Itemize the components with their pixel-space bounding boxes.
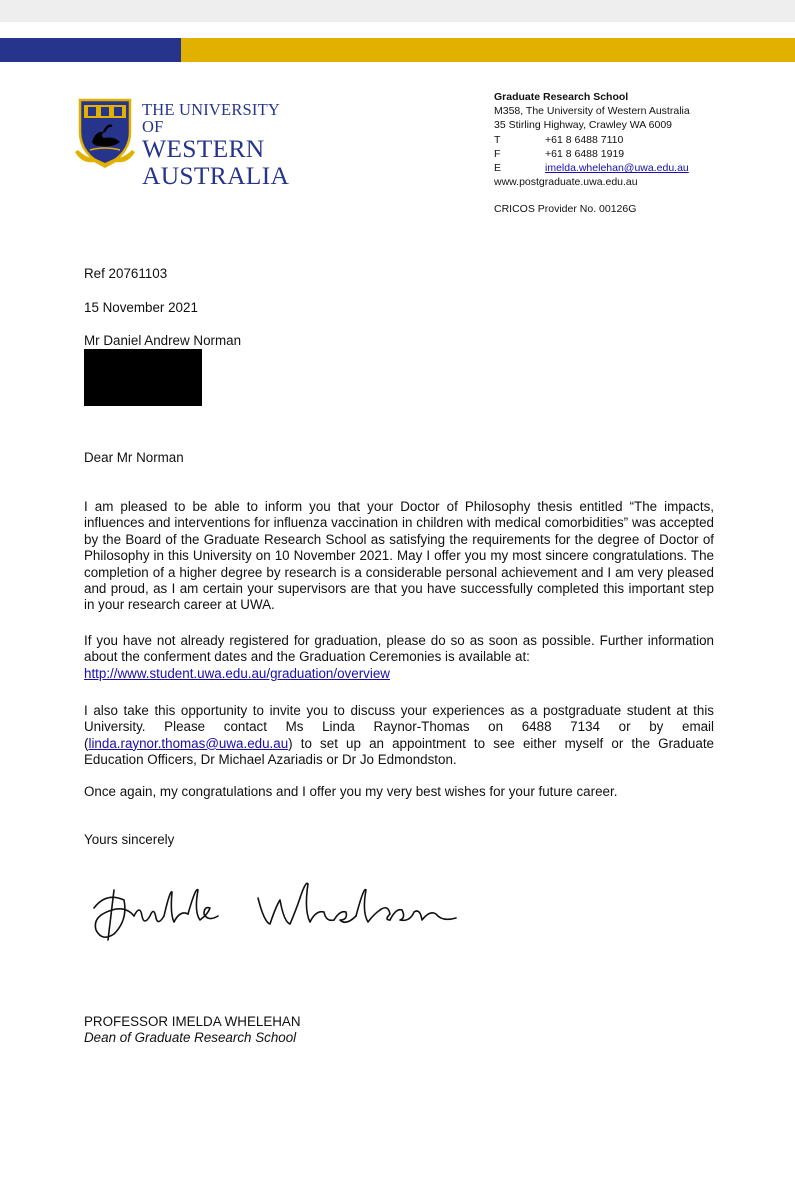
contact-email-link[interactable]: linda.raynor.thomas@uwa.edu.au	[88, 735, 289, 751]
sender-address-block	[494, 90, 690, 189]
uni-name-line1: THE UNIVERSITY OF	[142, 100, 280, 136]
paragraph-graduation	[84, 633, 714, 682]
crest-icon	[74, 96, 136, 170]
signature-image	[84, 870, 474, 950]
address-line2: 35 Stirling Highway, Crawley WA 6009	[494, 119, 672, 132]
top-gray-strip	[0, 0, 795, 22]
redacted-address	[84, 349, 202, 406]
email-row	[494, 161, 690, 175]
graduation-text: If you have not already registered for graduation, please do so as soon as possible. Further information about the conferment dates and the Graduation Ceremonies is available at:	[84, 633, 714, 665]
uni-name-line3: AUSTRALIA	[142, 160, 290, 190]
uni-name-line2: WESTERN	[142, 134, 265, 163]
recipient-name: Mr Daniel Andrew Norman	[84, 333, 242, 348]
paragraph-thesis-accepted: I am pleased to be able to inform you that your Doctor of Philosophy thesis entitled “The impacts, influences and interventions for influenza vaccination in children with medical comorbidities” was accepted by the Board of the Graduate Research School as satisfying the requirements for the degree of Doctor of Philosophy in this University on 10 November 2021. May I offer you my most sincere congratulations. The completion of a higher degree by research is a considerable personal achievement and I am very pleased and proud, as I am certain your supervisors are that you have successfully completed this important step in your research career at UWA.	[84, 499, 714, 613]
fax-number: +61 8 6488 1919	[545, 147, 625, 160]
cricos-number: CRICOS Provider No. 00126G	[494, 203, 637, 215]
university-logo	[74, 96, 294, 190]
phone-number: +61 8 6488 7110	[545, 133, 624, 146]
brand-band-blue	[0, 38, 181, 62]
reference-number: Ref 20761103	[84, 266, 168, 281]
department-name: Graduate Research School	[494, 91, 629, 103]
salutation: Dear Mr Norman	[84, 450, 184, 465]
graduation-link[interactable]: http://www.student.uwa.edu.au/graduation/overview	[84, 665, 390, 681]
fax-label: F	[494, 147, 501, 160]
website-text: www.postgraduate.uwa.edu.au	[494, 176, 638, 189]
paragraph-invitation	[84, 703, 714, 769]
email-label: E	[494, 162, 502, 175]
closing: Yours sincerely	[84, 832, 175, 847]
phone-row	[494, 133, 690, 147]
signatory-title: Dean of Graduate Research School	[84, 1030, 297, 1045]
invitation-text-before: I also take this opportunity to invite you to discuss your experiences as a postgraduate student at this University. Please contact Ms Linda Raynor-Thomas on 6488 7134 or by email (	[84, 703, 714, 751]
fax-row	[494, 147, 690, 161]
paragraph-best-wishes: Once again, my congratulations and I offer you my very best wishes for your future career.	[84, 784, 618, 799]
letter-date: 15 November 2021	[84, 300, 198, 315]
university-wordmark	[142, 102, 294, 188]
invitation-text-after: ) to set up an appointment to see either myself or the Graduate Education Officers, Dr Michael Azariadis or Dr Jo Edmondston.	[84, 735, 714, 768]
address-line1: M358, The University of Western Australia	[494, 105, 690, 118]
signatory-name: PROFESSOR IMELDA WHELEHAN	[84, 1014, 301, 1029]
brand-band-gold	[181, 38, 795, 62]
phone-label: T	[494, 133, 501, 146]
sender-email-link[interactable]: imelda.whelehan@uwa.edu.au	[545, 162, 689, 175]
